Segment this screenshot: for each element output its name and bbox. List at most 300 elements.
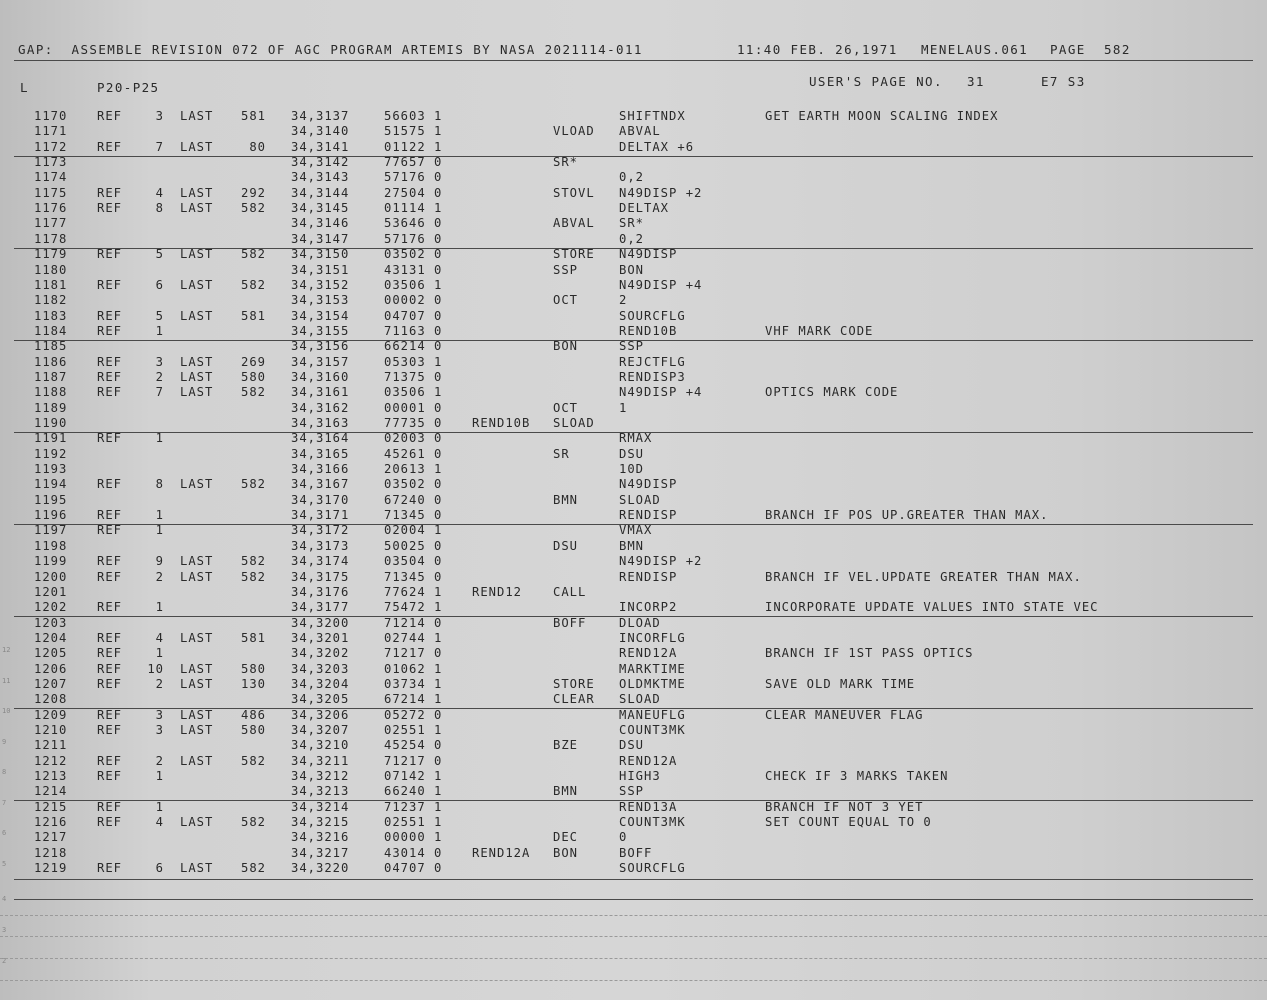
operand: 0 <box>619 830 628 845</box>
ref-keyword: REF <box>97 799 123 814</box>
operand: HIGH3 <box>619 769 661 784</box>
line-number: 1196 <box>34 508 68 523</box>
line-number: 1175 <box>34 185 68 200</box>
line-number: 1178 <box>34 231 68 246</box>
line-number: 1173 <box>34 155 68 170</box>
margin-mark: 12 <box>2 646 11 654</box>
octal-code: 03502 0 <box>384 477 443 492</box>
listing-row <box>0 201 1267 216</box>
memory-address: 34,3202 <box>291 646 350 661</box>
line-number: 1183 <box>34 308 68 323</box>
listing-row <box>0 232 1267 247</box>
listing-row <box>0 662 1267 677</box>
memory-address: 34,3204 <box>291 676 350 691</box>
opcode: OCT <box>553 293 579 308</box>
listing-row <box>0 109 1267 124</box>
operand: 2 <box>619 293 628 308</box>
margin-mark: 3 <box>2 926 7 934</box>
operand: REND13A <box>619 799 678 814</box>
listing-row <box>0 263 1267 278</box>
octal-code: 27504 0 <box>384 185 443 200</box>
memory-address: 34,3160 <box>291 369 350 384</box>
octal-code: 03502 0 <box>384 247 443 262</box>
last-keyword: LAST <box>180 385 214 400</box>
octal-code: 00001 0 <box>384 400 443 415</box>
ref-count: 8 <box>155 477 164 492</box>
memory-address: 34,3215 <box>291 815 350 830</box>
last-page: 582 <box>240 477 266 492</box>
comment: VHF MARK CODE <box>765 323 874 338</box>
memory-address: 34,3162 <box>291 400 350 415</box>
listing-row <box>0 493 1267 508</box>
opcode: SR* <box>553 155 579 170</box>
operand: BMN <box>619 538 645 553</box>
listing-row <box>0 416 1267 431</box>
octal-code: 71214 0 <box>384 615 443 630</box>
ref-keyword: REF <box>97 354 123 369</box>
ref-keyword: REF <box>97 600 123 615</box>
ref-keyword: REF <box>97 554 123 569</box>
memory-address: 34,3146 <box>291 216 350 231</box>
last-keyword: LAST <box>180 308 214 323</box>
ref-keyword: REF <box>97 676 123 691</box>
line-number: 1190 <box>34 416 68 430</box>
line-number: 1204 <box>34 630 68 645</box>
operand: INCORFLG <box>619 630 686 645</box>
listing-row <box>0 554 1267 569</box>
margin-mark: 8 <box>2 768 7 776</box>
section-mark: L <box>20 80 29 95</box>
margin-mark: 6 <box>2 829 7 837</box>
line-number: 1217 <box>34 830 68 845</box>
last-keyword: LAST <box>180 554 214 569</box>
opcode: BZE <box>553 738 579 753</box>
form-line <box>0 936 1267 937</box>
operand: RENDISP <box>619 569 678 584</box>
operand: N49DISP +4 <box>619 385 703 400</box>
operand: SLOAD <box>619 692 661 707</box>
operand: N49DISP +2 <box>619 185 703 200</box>
margin-mark: 7 <box>2 799 7 807</box>
line-number: 1201 <box>34 584 68 599</box>
listing-row <box>0 431 1267 446</box>
octal-code: 02004 1 <box>384 523 443 538</box>
opcode: STORE <box>553 676 595 691</box>
octal-code: 04707 0 <box>384 861 443 876</box>
operand: DELTAX +6 <box>619 139 695 154</box>
operand: VMAX <box>619 523 653 538</box>
symbol-label: REND12A <box>472 845 531 860</box>
ref-count: 1 <box>155 523 164 538</box>
listing-row <box>0 646 1267 661</box>
operand: SSP <box>619 339 645 354</box>
users-page-number: 31 <box>967 74 985 89</box>
operand: MARKTIME <box>619 661 686 676</box>
margin-mark: 2 <box>2 957 7 965</box>
comment: BRANCH IF VEL.UPDATE GREATER THAN MAX. <box>765 569 1082 584</box>
line-number: 1171 <box>34 124 68 139</box>
last-page: 486 <box>240 707 266 722</box>
operand: SOURCFLG <box>619 308 686 323</box>
memory-address: 34,3155 <box>291 323 350 338</box>
listing-header-time: 11:40 FEB. 26,1971 <box>737 42 898 57</box>
memory-address: 34,3172 <box>291 523 350 538</box>
listing-row <box>0 170 1267 185</box>
line-number: 1191 <box>34 431 68 446</box>
operand: INCORP2 <box>619 600 678 615</box>
last-keyword: LAST <box>180 676 214 691</box>
ref-keyword: REF <box>97 431 123 446</box>
memory-address: 34,3176 <box>291 584 350 599</box>
listing-row <box>0 723 1267 738</box>
opcode: DSU <box>553 538 579 553</box>
line-number: 1212 <box>34 753 68 768</box>
last-page: 582 <box>240 569 266 584</box>
octal-code: 67240 0 <box>384 492 443 507</box>
symbol-label: REND10B <box>472 416 531 430</box>
ref-count: 1 <box>155 799 164 814</box>
line-number: 1189 <box>34 400 68 415</box>
last-keyword: LAST <box>180 277 214 292</box>
last-page: 582 <box>240 277 266 292</box>
ref-keyword: REF <box>97 815 123 830</box>
memory-address: 34,3214 <box>291 799 350 814</box>
opcode: STORE <box>553 247 595 262</box>
comment: SET COUNT EQUAL TO 0 <box>765 815 932 830</box>
ref-keyword: REF <box>97 707 123 722</box>
operand: OLDMKTME <box>619 676 686 691</box>
line-number: 1206 <box>34 661 68 676</box>
symbol-label: REND12 <box>472 584 523 599</box>
octal-code: 71163 0 <box>384 323 443 338</box>
listing-row <box>0 769 1267 784</box>
last-page: 582 <box>240 385 266 400</box>
line-number: 1209 <box>34 707 68 722</box>
memory-address: 34,3210 <box>291 738 350 753</box>
margin-mark: 5 <box>2 860 7 868</box>
last-keyword: LAST <box>180 185 214 200</box>
line-number: 1203 <box>34 615 68 630</box>
line-number: 1207 <box>34 676 68 691</box>
operand: DLOAD <box>619 615 661 630</box>
operand: N49DISP +2 <box>619 554 703 569</box>
margin-mark: 10 <box>2 707 11 715</box>
last-keyword: LAST <box>180 723 214 737</box>
last-keyword: LAST <box>180 569 214 584</box>
last-page: 582 <box>240 554 266 569</box>
memory-address: 34,3142 <box>291 155 350 170</box>
line-number: 1205 <box>34 646 68 661</box>
memory-address: 34,3173 <box>291 538 350 553</box>
memory-address: 34,3203 <box>291 661 350 676</box>
last-page: 582 <box>240 247 266 262</box>
last-page: 80 <box>249 139 266 154</box>
ref-keyword: REF <box>97 661 123 676</box>
memory-address: 34,3151 <box>291 262 350 277</box>
octal-code: 03506 1 <box>384 277 443 292</box>
listing-row <box>0 585 1267 600</box>
opcode: STOVL <box>553 185 595 200</box>
listing-row <box>0 216 1267 231</box>
octal-code: 57176 0 <box>384 170 443 185</box>
operand: DSU <box>619 738 645 753</box>
operand: REND10B <box>619 323 678 338</box>
opcode: CALL <box>553 584 587 599</box>
ref-keyword: REF <box>97 369 123 384</box>
octal-code: 71375 0 <box>384 369 443 384</box>
listing-row <box>0 324 1267 339</box>
memory-address: 34,3213 <box>291 784 350 799</box>
octal-code: 07142 1 <box>384 769 443 784</box>
opcode: BON <box>553 845 579 860</box>
operand: ABVAL <box>619 124 661 139</box>
margin-mark: 11 <box>2 677 11 685</box>
line-number: 1215 <box>34 799 68 814</box>
listing-row <box>0 355 1267 370</box>
operand: RENDISP3 <box>619 369 686 384</box>
ref-count: 2 <box>155 676 164 691</box>
ref-count: 3 <box>155 109 164 123</box>
memory-address: 34,3217 <box>291 845 350 860</box>
operand: SR* <box>619 216 645 231</box>
memory-address: 34,3145 <box>291 201 350 216</box>
last-keyword: LAST <box>180 201 214 216</box>
ref-keyword: REF <box>97 523 123 538</box>
listing-row <box>0 155 1267 170</box>
memory-address: 34,3154 <box>291 308 350 323</box>
octal-code: 03734 1 <box>384 676 443 691</box>
octal-code: 77657 0 <box>384 155 443 170</box>
form-line <box>0 915 1267 916</box>
comment: SAVE OLD MARK TIME <box>765 676 916 691</box>
listing-row <box>0 186 1267 201</box>
ref-count: 3 <box>155 354 164 369</box>
operand: SOURCFLG <box>619 861 686 876</box>
octal-code: 04707 0 <box>384 308 443 323</box>
line-number: 1202 <box>34 600 68 615</box>
ref-keyword: REF <box>97 139 123 154</box>
form-line <box>0 980 1267 981</box>
last-page: 292 <box>240 185 266 200</box>
octal-code: 43014 0 <box>384 845 443 860</box>
ref-count: 3 <box>155 707 164 722</box>
listing-row <box>0 385 1267 400</box>
ref-count: 9 <box>155 554 164 569</box>
line-number: 1174 <box>34 170 68 185</box>
ref-keyword: REF <box>97 861 123 876</box>
ref-keyword: REF <box>97 109 123 123</box>
operand: 0,2 <box>619 231 645 246</box>
octal-code: 71217 0 <box>384 753 443 768</box>
memory-address: 34,3161 <box>291 385 350 400</box>
memory-address: 34,3137 <box>291 109 350 123</box>
ref-keyword: REF <box>97 185 123 200</box>
operand: N49DISP <box>619 477 678 492</box>
line-number: 1177 <box>34 216 68 231</box>
listing-row <box>0 401 1267 416</box>
last-page: 582 <box>240 201 266 216</box>
last-keyword: LAST <box>180 109 214 123</box>
octal-code: 05303 1 <box>384 354 443 369</box>
comment: CLEAR MANEUVER FLAG <box>765 707 924 722</box>
listing-header-title: GAP: ASSEMBLE REVISION 072 OF AGC PROGRAM ARTEMIS BY NASA 2021114-011 <box>18 42 643 57</box>
listing-row <box>0 800 1267 815</box>
listing-row <box>0 309 1267 324</box>
ref-keyword: REF <box>97 646 123 661</box>
line-number: 1176 <box>34 201 68 216</box>
ref-keyword: REF <box>97 323 123 338</box>
line-number: 1184 <box>34 323 68 338</box>
memory-address: 34,3205 <box>291 692 350 707</box>
line-number: 1192 <box>34 446 68 461</box>
listing-row <box>0 692 1267 707</box>
ref-count: 4 <box>155 815 164 830</box>
operand: RENDISP <box>619 508 678 523</box>
opcode: SR <box>553 446 570 461</box>
comment: INCORPORATE UPDATE VALUES INTO STATE VEC <box>765 600 1099 615</box>
listing-row <box>0 247 1267 262</box>
comment: CHECK IF 3 MARKS TAKEN <box>765 769 949 784</box>
listing-row <box>0 815 1267 830</box>
octal-code: 02551 1 <box>384 815 443 830</box>
opcode: BMN <box>553 492 579 507</box>
header-rule <box>14 60 1253 61</box>
line-number: 1219 <box>34 861 68 876</box>
listing-row <box>0 631 1267 646</box>
operand: 0,2 <box>619 170 645 185</box>
listing-row <box>0 600 1267 615</box>
line-number: 1216 <box>34 815 68 830</box>
line-number: 1172 <box>34 139 68 154</box>
listing-row <box>0 784 1267 799</box>
last-keyword: LAST <box>180 139 214 154</box>
memory-address: 34,3207 <box>291 723 350 737</box>
listing-row <box>0 339 1267 354</box>
ref-keyword: REF <box>97 308 123 323</box>
memory-address: 34,3220 <box>291 861 350 876</box>
operand: N49DISP +4 <box>619 277 703 292</box>
ref-keyword: REF <box>97 508 123 523</box>
ref-count: 1 <box>155 431 164 446</box>
form-line <box>0 958 1267 959</box>
operand: BOFF <box>619 845 653 860</box>
memory-address: 34,3171 <box>291 508 350 523</box>
opcode: DEC <box>553 830 579 845</box>
line-number: 1179 <box>34 247 68 262</box>
comment: GET EARTH MOON SCALING INDEX <box>765 109 999 123</box>
listing-row <box>0 278 1267 293</box>
line-number: 1218 <box>34 845 68 860</box>
footer-rule <box>14 899 1253 900</box>
last-page: 130 <box>240 676 266 691</box>
section-title: P20-P25 <box>97 80 160 95</box>
memory-address: 34,3150 <box>291 247 350 262</box>
ref-keyword: REF <box>97 769 123 784</box>
listing-row <box>0 754 1267 769</box>
opcode: VLOAD <box>553 124 595 139</box>
memory-address: 34,3153 <box>291 293 350 308</box>
ref-keyword: REF <box>97 630 123 645</box>
memory-address: 34,3211 <box>291 753 350 768</box>
listing-row <box>0 738 1267 753</box>
memory-address: 34,3165 <box>291 446 350 461</box>
octal-code: 77624 1 <box>384 584 443 599</box>
memory-address: 34,3170 <box>291 492 350 507</box>
last-keyword: LAST <box>180 707 214 722</box>
last-keyword: LAST <box>180 753 214 768</box>
ref-count: 6 <box>155 861 164 876</box>
last-page: 582 <box>240 815 266 830</box>
memory-address: 34,3200 <box>291 615 350 630</box>
listing-row <box>0 124 1267 139</box>
octal-code: 75472 1 <box>384 600 443 615</box>
line-number: 1200 <box>34 569 68 584</box>
operand: 1 <box>619 400 628 415</box>
last-page: 269 <box>240 354 266 369</box>
memory-address: 34,3216 <box>291 830 350 845</box>
octal-code: 66240 1 <box>384 784 443 799</box>
comment: OPTICS MARK CODE <box>765 385 899 400</box>
memory-address: 34,3152 <box>291 277 350 292</box>
line-number: 1181 <box>34 277 68 292</box>
octal-code: 01122 1 <box>384 139 443 154</box>
ref-count: 4 <box>155 185 164 200</box>
listing-row <box>0 846 1267 861</box>
memory-address: 34,3212 <box>291 769 350 784</box>
line-number: 1210 <box>34 723 68 737</box>
ref-count: 1 <box>155 646 164 661</box>
users-page-label: USER'S PAGE NO. <box>809 74 943 89</box>
last-keyword: LAST <box>180 861 214 876</box>
line-number: 1195 <box>34 492 68 507</box>
ref-count: 2 <box>155 753 164 768</box>
octal-code: 51575 1 <box>384 124 443 139</box>
page-label: PAGE <box>1050 42 1086 57</box>
footer-rule <box>14 879 1253 880</box>
octal-code: 71345 0 <box>384 508 443 523</box>
operand: DSU <box>619 446 645 461</box>
last-keyword: LAST <box>180 477 214 492</box>
last-page: 582 <box>240 753 266 768</box>
ref-count: 1 <box>155 600 164 615</box>
opcode: SSP <box>553 262 579 277</box>
ref-count: 8 <box>155 201 164 216</box>
memory-address: 34,3141 <box>291 139 350 154</box>
ref-count: 7 <box>155 139 164 154</box>
octal-code: 56603 1 <box>384 109 443 123</box>
octal-code: 67214 1 <box>384 692 443 707</box>
listing-row <box>0 708 1267 723</box>
line-number: 1208 <box>34 692 68 707</box>
memory-address: 34,3140 <box>291 124 350 139</box>
line-number: 1198 <box>34 538 68 553</box>
line-number: 1213 <box>34 769 68 784</box>
line-number: 1170 <box>34 109 68 123</box>
ref-count: 5 <box>155 308 164 323</box>
ref-keyword: REF <box>97 277 123 292</box>
listing-row <box>0 508 1267 523</box>
octal-code: 71217 0 <box>384 646 443 661</box>
octal-code: 20613 1 <box>384 462 443 477</box>
listing-row <box>0 677 1267 692</box>
comment: BRANCH IF 1ST PASS OPTICS <box>765 646 974 661</box>
octal-code: 00000 1 <box>384 830 443 845</box>
listing-row <box>0 616 1267 631</box>
ref-count: 1 <box>155 323 164 338</box>
listing-row <box>0 861 1267 876</box>
memory-address: 34,3164 <box>291 431 350 446</box>
opcode: ABVAL <box>553 216 595 231</box>
